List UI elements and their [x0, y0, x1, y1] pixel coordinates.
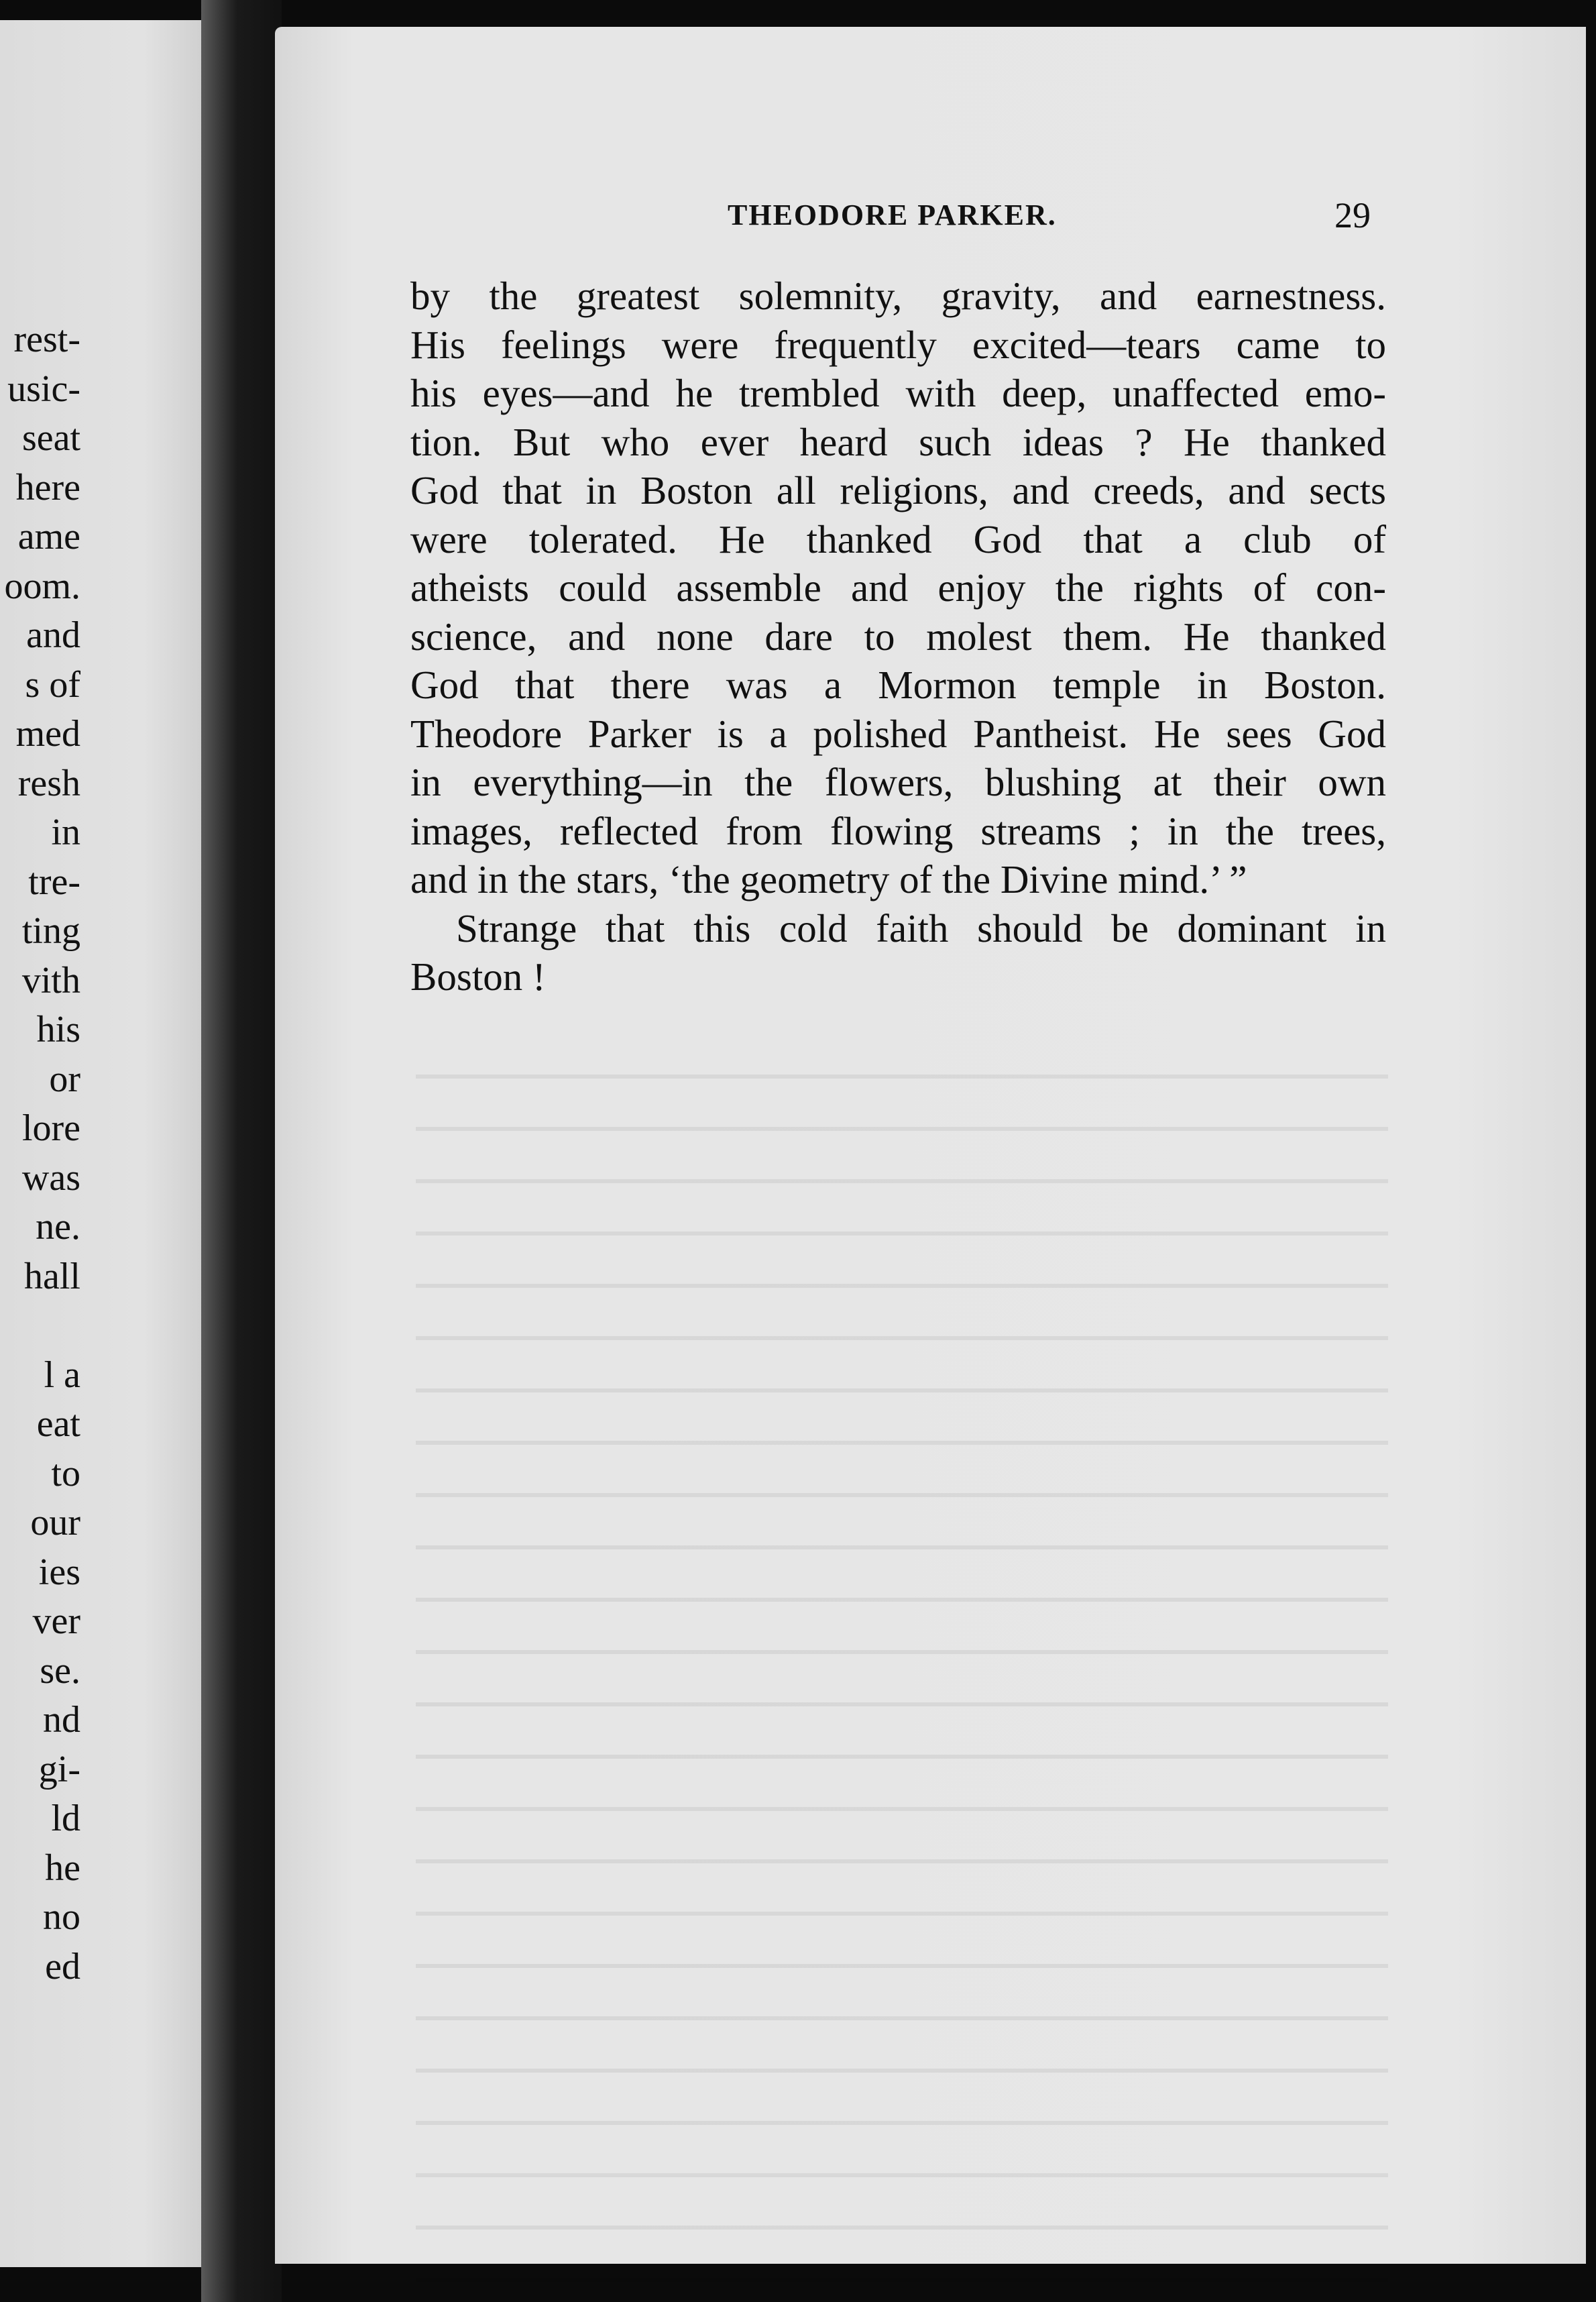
left-fragment-line: s of	[25, 663, 80, 706]
page-number: 29	[1334, 195, 1371, 235]
left-fragment-line: his	[36, 1009, 80, 1050]
left-fragment-line: l a	[44, 1354, 80, 1396]
text-line: His feelings were frequently excited—tears came to	[410, 322, 1386, 367]
left-fragment-line: tre-	[28, 861, 80, 903]
left-facing-page	[0, 20, 205, 2267]
left-fragment-line: nd	[43, 1699, 80, 1741]
left-fragment-line: and	[26, 614, 80, 656]
left-fragment-line: ting	[21, 910, 80, 952]
left-fragment-line: ed	[45, 1945, 80, 1987]
left-fragment-line: ies	[38, 1551, 80, 1593]
text-line: were tolerated. He thanked God that a club of	[410, 516, 1386, 561]
text-line: his eyes—and he trembled with deep, unaffected emo-	[410, 371, 1386, 415]
text-line: by the greatest solemnity, gravity, and earnestness.	[410, 274, 1386, 318]
left-fragment-line: was	[21, 1156, 80, 1199]
left-fragment-line: med	[15, 713, 80, 755]
text-line: images, reflected from flowing streams ; in the trees,	[410, 808, 1386, 853]
text-line: in everything—in the flowers, blushing at their own	[410, 760, 1386, 804]
left-fragment-line: oom.	[4, 565, 80, 607]
left-fragment-line: here	[15, 466, 80, 508]
left-fragment-line: resh	[17, 762, 80, 804]
left-fragment-line: usic-	[7, 368, 80, 410]
text-line: and in the stars, ‘the geometry of the Divine mind.’ ”	[410, 857, 1247, 901]
text-line: God that in Boston all religions, and creeds, and sects	[410, 468, 1386, 512]
left-fragment-line: ver	[32, 1600, 80, 1642]
text-line: tion. But who ever heard such ideas ? He thanked	[410, 419, 1386, 464]
left-fragment-line: eat	[36, 1403, 80, 1445]
left-fragment-line: in	[51, 812, 80, 853]
left-fragment-line: gi-	[38, 1748, 80, 1790]
left-fragment-line: he	[45, 1847, 80, 1889]
left-fragment-line: or	[49, 1058, 80, 1100]
left-fragment-line: lore	[21, 1107, 80, 1149]
left-fragment-line: hall	[24, 1255, 80, 1297]
left-fragment-line: rest-	[13, 319, 80, 360]
left-fragment-line: our	[30, 1502, 80, 1543]
left-fragment-line: ld	[51, 1798, 80, 1839]
left-fragment-line: to	[51, 1452, 80, 1494]
book-gutter	[201, 0, 282, 2302]
left-fragment-line: se.	[40, 1649, 80, 1692]
body-text	[410, 272, 1386, 1001]
left-fragment-line: ne.	[36, 1206, 80, 1248]
left-page-text-fragments	[0, 315, 201, 1991]
left-fragment-line: no	[43, 1896, 80, 1938]
text-line: God that there was a Mormon temple in Boston.	[410, 663, 1386, 707]
text-line: Theodore Parker is a polished Pantheist. He sees God	[410, 711, 1386, 756]
running-head: THEODORE PARKER.	[728, 199, 1057, 231]
text-line: science, and none dare to molest them. He thanked	[410, 614, 1386, 659]
left-fragment-line: vith	[21, 959, 80, 1001]
text-line: atheists could assemble and enjoy the rights of con-	[410, 565, 1386, 610]
left-fragment-line: ame	[17, 516, 80, 557]
text-line: Strange that this cold faith should be dominant in	[456, 906, 1386, 950]
left-fragment-line: seat	[21, 417, 80, 459]
text-line: Boston !	[410, 954, 546, 999]
